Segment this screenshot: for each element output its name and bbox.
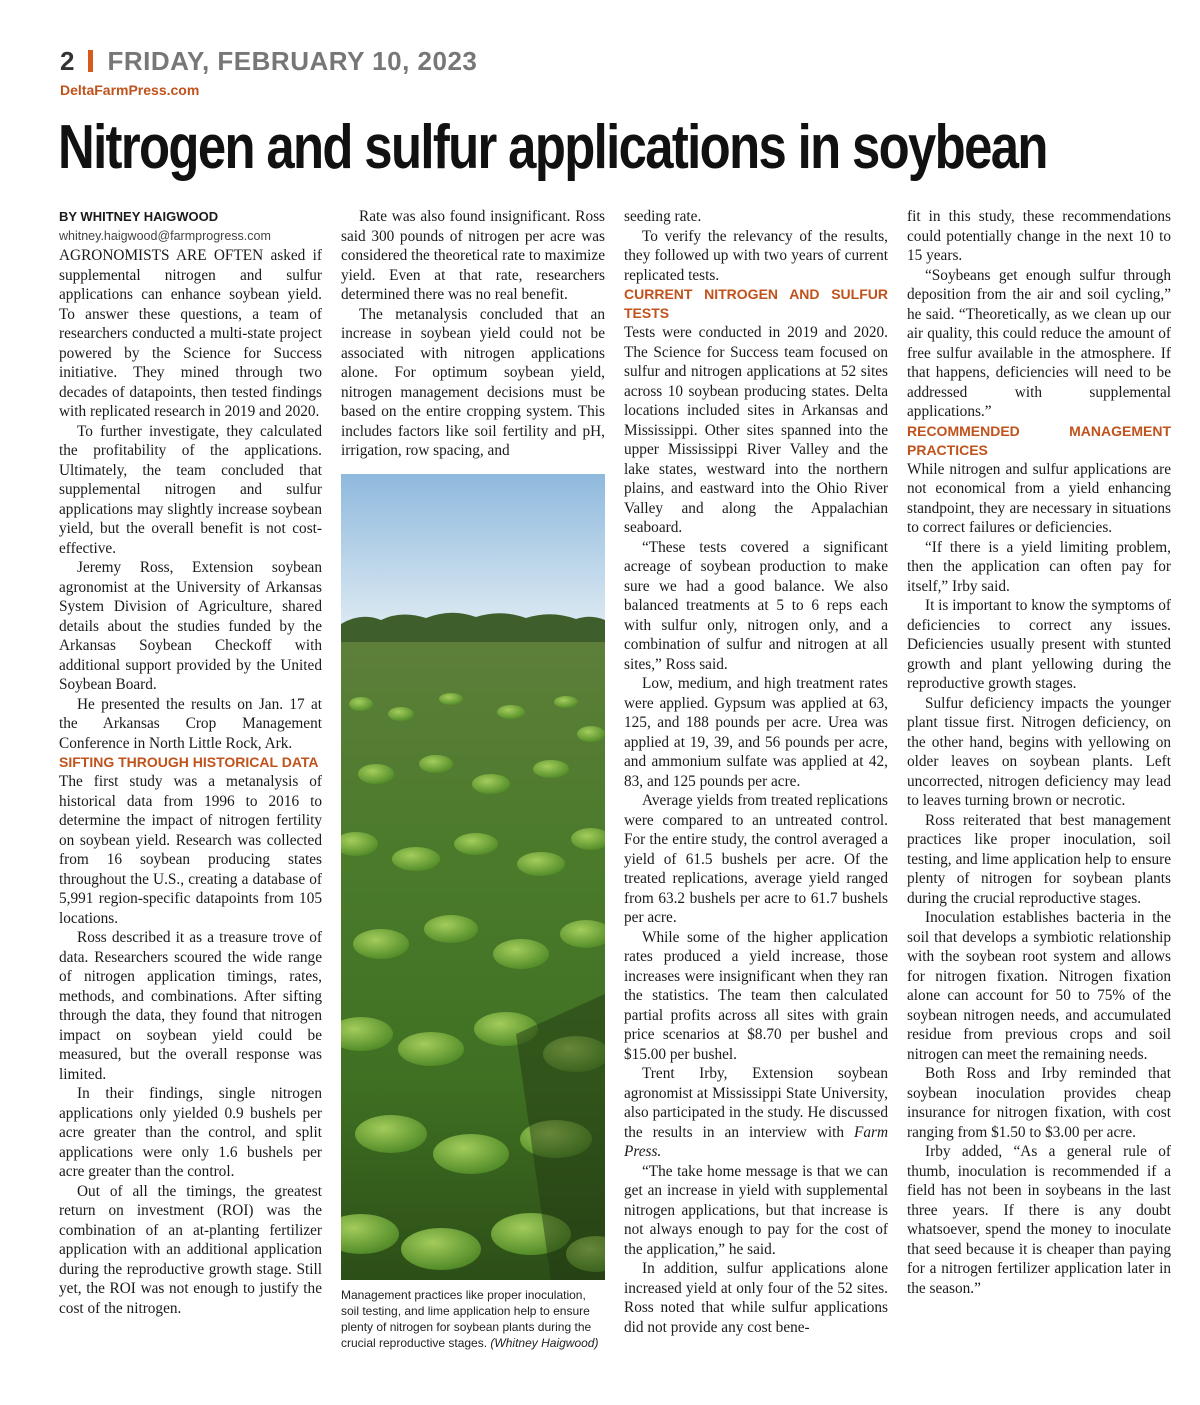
paragraph: Irby added, “As a general rule of thumb, inoculation is recommended if a field has not been in soybeans in the last three years. If there is any doubt whatsoever, spend the money to inoculate that seed because it is cheaper than paying for a nitrogen fertilizer application later in the season.” — [907, 1143, 1171, 1297]
paragraph: “Soybeans get enough sulfur through deposition from the air and soil cycling,” he said. “Theoretically, as we clean up our air quality, this could reduce the amount of free sulfur available in the atmosphere. If that happens, deficiencies will need to be addressed with supplemental applications.” — [907, 266, 1171, 420]
paragraph: To verify the relevancy of the results, they followed up with two years of current replicated tests. — [624, 227, 888, 284]
column-2 — [341, 207, 605, 461]
photo-credit: (Whitney Haigwood) — [490, 1336, 599, 1350]
paragraph: Rate was also found insignificant. Ross said 300 pounds of nitrogen per acre was considered the theoretical rate to maximize yield. Even at that rate, researchers determined there was no real benefit. — [341, 208, 605, 303]
paragraph: Low, medium, and high treatment rates were applied. Gypsum was applied at 63, 125, and 188 pounds per acre. Urea was applied at 19, 39, and 56 pounds per acre, and ammonium sulfate was applied at 42, 83, and 125 pounds per acre. — [624, 675, 888, 790]
column-3 — [624, 207, 888, 1337]
paragraph: “These tests covered a significant acreage of soybean production to make sure we had a good balance. We also balanced treatments at 5 to 6 reps each with sulfur only, nitrogen only, and a combination of sulfur and nitrogen at all sites,” Ross said. — [624, 538, 888, 673]
paragraph: Tests were conducted in 2019 and 2020. The Science for Success team focused on sulfur and nitrogen applications at 52 sites across 10 soybean producing states. Delta locations included sites in Arkansas and Mississippi. Other sites spanned into the upper Mississippi River Valley and the lake states, westward into the northern plains, and eastward into the Ohio River Valley and along the Appalachian seaboard. — [624, 324, 888, 536]
caption-text: Management practices like proper inoculation, soil testing, and lime application help to ensure plenty of nitrogen for soybean plants during the crucial reproductive stages. — [341, 1288, 592, 1350]
column-1 — [59, 207, 322, 1318]
paragraph: “The take home message is that we can get an increase in yield with supplemental nitrogen applications, but that increase is not always enough to pay for the cost of the application,” he said. — [624, 1162, 888, 1258]
byline-author: BY WHITNEY HAIGWOOD — [59, 209, 219, 224]
subheading: CURRENT NITROGEN AND SULFUR TESTS — [624, 286, 888, 321]
paragraph: He presented the results on Jan. 17 at the Arkansas Crop Management Conference in North Little Rock, Ark. — [59, 695, 322, 752]
paragraph: In addition, sulfur applications alone increased yield at only four of the 52 sites. Ross noted that while sulfur applications did not provide any cost bene- — [624, 1260, 888, 1336]
article-headline: Nitrogen and sulfur applications in soybean — [58, 113, 1047, 182]
paragraph: Inoculation establishes bacteria in the soil that develops a symbiotic relationship with the soybean root system and allows for nitrogen fixation. Nitrogen fixation alone can account for 50 to 75% of the soybean nitrogen needs, and accumulated residue from previous crops and soil nitrogen can meet the remaining needs. — [907, 909, 1171, 1063]
paragraph: Ross reiterated that best management practices like proper inoculation, soil testing, and lime application help to ensure plenty of nitrogen for soybean plants during the crucial reproductive stages. — [907, 811, 1171, 907]
paragraph — [624, 1064, 888, 1162]
website-link[interactable]: DeltaFarmPress.com — [60, 82, 200, 98]
paragraph: Sulfur deficiency impacts the younger plant tissue first. Nitrogen deficiency, on the other hand, begins with yellowing on older leaves on soybean plants. Left uncorrected, nitrogen deficiency may lead to leaves turning brown or necrotic. — [907, 694, 1171, 809]
page-number: 2 — [60, 46, 75, 76]
issue-date: FRIDAY, FEBRUARY 10, 2023 — [107, 46, 478, 76]
subheading: RECOMMENDED MANAGEMENT PRACTICES — [907, 422, 1171, 458]
photo-caption — [341, 1287, 605, 1351]
paragraph: While some of the higher application rates produced a yield increase, those increases were insignificant when they ran the statistics. The team then calculated partial profits across all sites with grain price scenarios at $8.70 per bushel and $15.00 per bushel. — [624, 928, 888, 1063]
page-header — [60, 46, 477, 77]
paragraph: Out of all the timings, the greatest return on investment (ROI) was the combination of an at-planting fertilizer application with an additional application during the reproductive growth stage. Still yet, the ROI was not enough to justify the cost of the nitrogen. — [59, 1182, 322, 1317]
paragraph: Both Ross and Irby reminded that soybean inoculation provides cheap insurance for nitrogen fixation, with cost ranging from $1.50 to $3.00 per acre. — [907, 1065, 1171, 1141]
column-4 — [907, 207, 1171, 1298]
paragraph: AGRONOMISTS ARE OFTEN asked if supplemental nitrogen and sulfur applications can enhance soybean yield. To answer these questions, a team of researchers conducted a multi-state project powered by the Science for Success initiative. They mined through two decades of datapoints, then tested findings with replicated research in 2019 and 2020. — [59, 247, 322, 420]
paragraph: While nitrogen and sulfur applications are not economical from a yield enhancing standpoint, they are necessary in situations to correct failures or deficiencies. — [907, 460, 1171, 536]
paragraph: It is important to know the symptoms of deficiencies to correct any issues. Deficiencies usually present with stunted growth and plant yellowing during the reproductive growth stages. — [907, 597, 1172, 692]
paragraph: Ross described it as a treasure trove of data. Researchers scoured the wide range of nitrogen application timings, rates, methods, and combinations. After sifting through the data, they found that nitrogen impact on soybean yield could be measured, but the overall response was limited. — [59, 929, 322, 1083]
paragraph: “If there is a yield limiting problem, then the application can often pay for itself,” Irby said. — [907, 538, 1171, 595]
paragraph: To further investigate, they calculated the profitability of the applications. Ultimately, the team concluded that supplemental nitrogen and sulfur applications may slightly increase soybean yield, but the overall benefit is not cost-effective. — [59, 422, 322, 557]
paragraph: The first study was a metanalysis of historical data from 1996 to 2016 to determine the impact of nitrogen fertility on soybean yield. Research was collected from 16 soybean producing states throughout the U.S., creating a database of 5,991 region-specific datapoints from 105 locations. — [59, 773, 322, 927]
paragraph: In their findings, single nitrogen applications only yielded 0.9 bushels per acre greater than the control, and split applications were only 1.6 bushels per acre greater than the control. — [59, 1085, 322, 1180]
paragraph-text: Trent Irby, Extension soybean agronomist at Mississippi State University, also participated in the study. He discussed the results in an interview with — [624, 1065, 888, 1141]
paragraph: fit in this study, these recommendations could potentially change in the next 10 to 15 years. — [907, 208, 1171, 264]
publication-name: Farm Press. — [624, 1123, 888, 1160]
paragraph: Average yields from treated replications were compared to an untreated control. For the entire study, the control averaged a yield of 61.5 bushels per acre. Of the treated replications, average yield ranged from 63.2 bushels per acre to 61.7 bushels per acre. — [624, 792, 888, 926]
subheading: SIFTING THROUGH HISTORICAL DATA — [59, 754, 319, 770]
header-divider — [88, 50, 93, 72]
soybean-field-photo — [341, 474, 605, 1280]
byline-email[interactable]: whitney.haigwood@farmprogress.com — [59, 228, 271, 243]
paragraph: The metanalysis concluded that an increase in soybean yield could not be associated with nitrogen applications alone. For optimum soybean yield, nitrogen management decisions must be based on the entire cropping system. This includes factors like soil fertility and pH, irrigation, row spacing, and — [341, 305, 605, 459]
paragraph: Jeremy Ross, Extension soybean agronomist at the University of Arkansas System Division of Agriculture, shared details about the studies funded by the Arkansas Soybean Checkoff with additional support provided by the United Soybean Board. — [59, 559, 322, 693]
paragraph: seeding rate. — [624, 208, 702, 225]
